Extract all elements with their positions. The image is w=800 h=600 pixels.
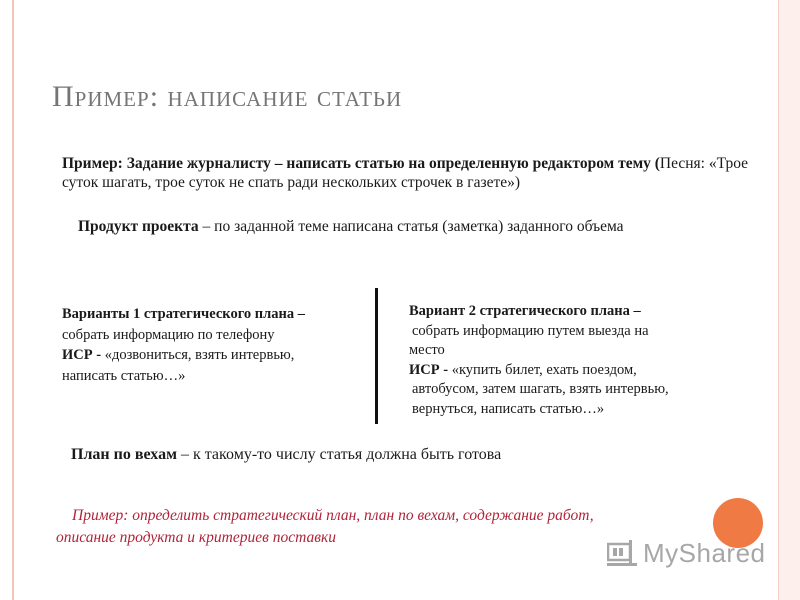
- column-divider: [375, 288, 378, 424]
- product-normal-text: – по заданной теме написана статья (заметка) заданного объема: [198, 218, 624, 235]
- myshared-logo-icon: [607, 538, 639, 568]
- variant-2-isr-label: ИСР -: [409, 361, 452, 378]
- slide-frame-right: [778, 0, 800, 600]
- variant-1-isr-line: [62, 345, 362, 366]
- variant-2-line: место: [409, 342, 445, 358]
- variant-1-line: собрать информацию по телефону: [62, 326, 275, 343]
- task-paragraph: [62, 154, 772, 192]
- variant-2-line: собрать информацию путем выезда на: [412, 322, 649, 339]
- slide-title: Пример: написание статьи: [52, 80, 403, 113]
- milestones-bold-text: План по вехам: [71, 446, 177, 463]
- variant-2-line: автобусом, затем шагать, взять интервью,: [412, 381, 669, 397]
- variant-1-heading: Варианты 1 стратегического плана –: [62, 306, 306, 322]
- task-bold-text: Пример: Задание журналисту – написать статью на определенную редактором тему (: [62, 155, 660, 172]
- variant-1-line: написать статью…»: [62, 367, 186, 384]
- example-line: описание продукта и критериев поставки: [56, 529, 336, 546]
- milestones-normal-text: – к такому-то числу статья должна быть готова: [176, 446, 502, 463]
- variant-1-isr-text: «дозвониться, взять интервью,: [104, 347, 295, 363]
- variant-2-isr-line: [409, 361, 749, 381]
- variant-2-heading: Вариант 2 стратегического плана –: [409, 303, 641, 319]
- product-bold-text: Продукт проекта: [78, 218, 199, 235]
- myshared-watermark: [607, 537, 766, 569]
- slide-frame-left: [12, 0, 14, 600]
- watermark-text: MyShared: [643, 537, 766, 568]
- variant-2-line: вернуться, написать статью…»: [412, 400, 605, 417]
- variant-1-isr-label: ИСР -: [62, 347, 105, 363]
- milestones-paragraph: [71, 446, 771, 464]
- product-paragraph: [78, 217, 778, 237]
- variant-2-block: [409, 302, 749, 419]
- example-line: Пример: определить стратегический план, план по вехам, содержание работ,: [72, 507, 594, 524]
- variant-1-block: [62, 304, 362, 386]
- task-normal-text: Песня: «Трое суток шагать, трое суток не спать ради нескольких строчек в газете»): [62, 155, 749, 191]
- variant-2-isr-text: «купить билет, ехать поездом,: [451, 361, 637, 378]
